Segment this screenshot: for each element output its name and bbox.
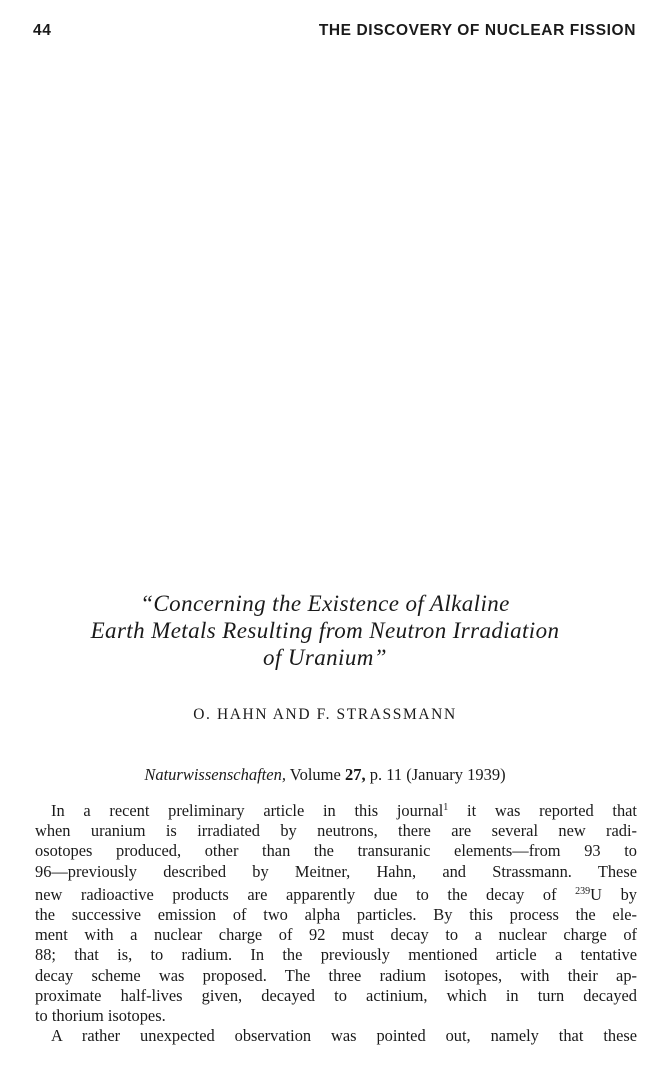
body-line: osotopes produced, other than the transuranic elements—from 93 to xyxy=(35,841,637,861)
body-text: it was reported that xyxy=(448,801,637,820)
isotope-mass-number: 239 xyxy=(575,885,591,897)
journal-name: Naturwissenschaften, xyxy=(144,765,286,784)
citation xyxy=(40,765,610,785)
volume-number: 27, xyxy=(344,765,366,784)
body-line: A rather unexpected observation was pointed out, namely that these xyxy=(51,1026,637,1046)
running-title: THE DISCOVERY OF NUCLEAR FISSION xyxy=(318,22,636,39)
body-line: the successive emission of two alpha particles. By this process the ele- xyxy=(35,905,637,925)
volume-label: Volume xyxy=(285,765,345,784)
body-line: 88; that is, to radium. In the previously mentioned article a tentative xyxy=(35,945,637,965)
running-head xyxy=(33,22,636,44)
body-line: proximate half-lives given, decayed to actinium, which in turn decayed xyxy=(35,985,637,1005)
title-line: “Concerning the Existence of Alkaline xyxy=(140,591,510,616)
article-title xyxy=(40,590,610,671)
body-line xyxy=(35,798,637,821)
body-line: to thorium isotopes. xyxy=(35,1006,166,1026)
body-line xyxy=(35,882,637,905)
body-line: ment with a nuclear charge of 92 must decay to a nuclear charge of xyxy=(35,925,637,945)
body-text: new radioactive products are apparently due to the decay of xyxy=(35,884,576,904)
body-line: decay scheme was proposed. The three radium isotopes, with their ap- xyxy=(35,965,637,985)
authors: O. HAHN AND F. STRASSMANN xyxy=(193,706,457,723)
title-line: Earth Metals Resulting from Neutron Irradiation xyxy=(90,618,560,643)
body-line: 96—previously described by Meitner, Hahn, and Strassmann. These xyxy=(35,861,637,881)
footnote-marker: 1 xyxy=(443,802,449,813)
body-text: In a recent preliminary article in this journal xyxy=(51,801,444,820)
citation-details: p. 11 (January 1939) xyxy=(365,765,506,784)
page-number: 44 xyxy=(33,22,52,39)
body-line: when uranium is irradiated by neutrons, there are several new radi- xyxy=(35,821,637,841)
title-line: of Uranium” xyxy=(263,645,387,670)
article-body xyxy=(35,798,637,1046)
body-text: U by xyxy=(590,884,637,904)
